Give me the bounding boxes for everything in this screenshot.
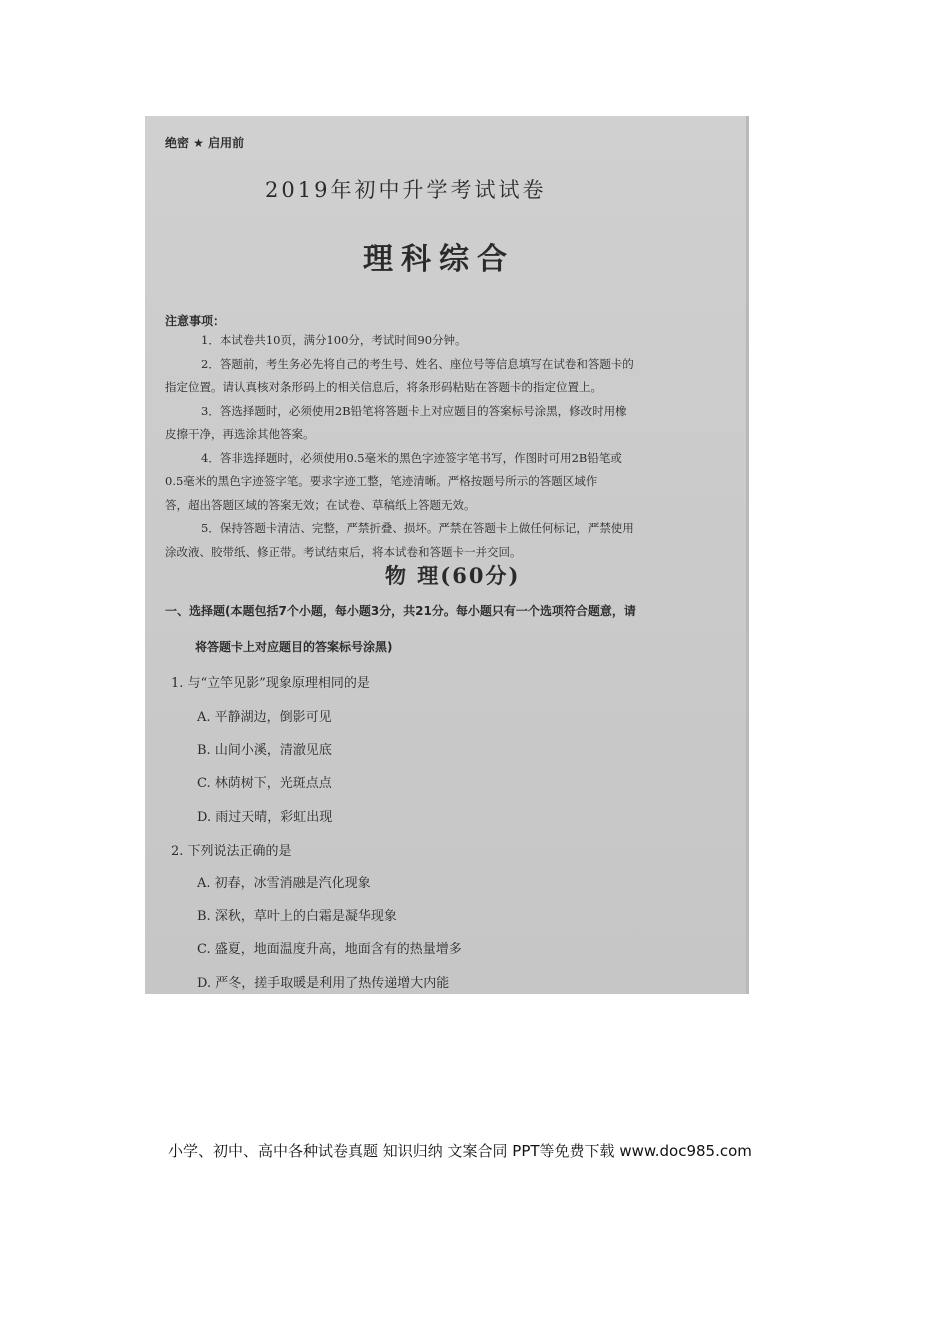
notice-line: 涂改液、胶带纸、修正带。考试结束后，将本试卷和答题卡一并交回。 [165, 545, 522, 559]
notice-line: 2．答题前，考生务必先将自己的考生号、姓名、座位号等信息填写在试卷和答题卡的 [201, 357, 634, 371]
question-1-option-b: B. 山间小溪，清澈见底 [197, 743, 332, 758]
question-1-option-c: C. 林荫树下，光斑点点 [197, 776, 332, 791]
section-instructions: 一、选择题(本题包括7个小题，每小题3分，共21分。每小题只有一个选项符合题意，请 [165, 604, 636, 618]
question-2: 2. 下列说法正确的是 [171, 844, 292, 859]
question-1-option-a: A. 平静湖边，倒影可见 [197, 710, 332, 725]
question-2-option-c: C. 盛夏，地面温度升高，地面含有的热量增多 [197, 942, 462, 957]
subject-title: 理科综合 [363, 242, 515, 277]
section-title: 物 理(60分) [385, 563, 521, 588]
notice-line: 0.5毫米的黑色字迹签字笔。要求字迹工整，笔迹清晰。严格按题号所示的答题区域作 [165, 474, 598, 488]
notice-line: 3．答选择题时，必须使用2B铅笔将答题卡上对应题目的答案标号涂黑，修改时用橡 [201, 404, 627, 418]
notice-line: 4．答非选择题时，必须使用0.5毫米的黑色字迹签字笔书写，作图时可用2B铅笔或 [201, 451, 622, 465]
secret-mark: 绝密 ★ 启用前 [165, 136, 245, 150]
question-2-option-a: A. 初春，冰雪消融是汽化现象 [197, 876, 371, 891]
exam-title: 2019年初中升学考试试卷 [265, 178, 547, 202]
section-instructions-cont: 将答题卡上对应题目的答案标号涂黑) [195, 640, 393, 654]
question-2-option-b: B. 深秋，草叶上的白霜是凝华现象 [197, 909, 397, 924]
download-footer: 小学、初中、高中各种试卷真题 知识归纳 文案合同 PPT等免费下载 www.doc985.com [168, 1142, 752, 1160]
notice-line: 答，超出答题区域的答案无效；在试卷、草稿纸上答题无效。 [165, 498, 476, 512]
notice-line: 5．保持答题卡清洁、完整，严禁折叠、损坏。严禁在答题卡上做任何标记，严禁使用 [201, 521, 634, 535]
notice-line: 指定位置。请认真核对条形码上的相关信息后，将条形码粘贴在答题卡的指定位置上。 [165, 380, 602, 394]
exam-paper-photo [145, 116, 749, 994]
notice-heading: 注意事项： [165, 314, 226, 328]
question-2-option-d: D. 严冬，搓手取暖是利用了热传递增大内能 [197, 976, 450, 991]
notice-line: 皮擦干净，再选涂其他答案。 [165, 427, 315, 441]
notice-line: 1．本试卷共10页，满分100分，考试时间90分钟。 [201, 333, 467, 347]
question-1-option-d: D. 雨过天晴，彩虹出现 [197, 810, 333, 825]
question-1: 1. 与“立竿见影”现象原理相同的是 [171, 676, 370, 691]
